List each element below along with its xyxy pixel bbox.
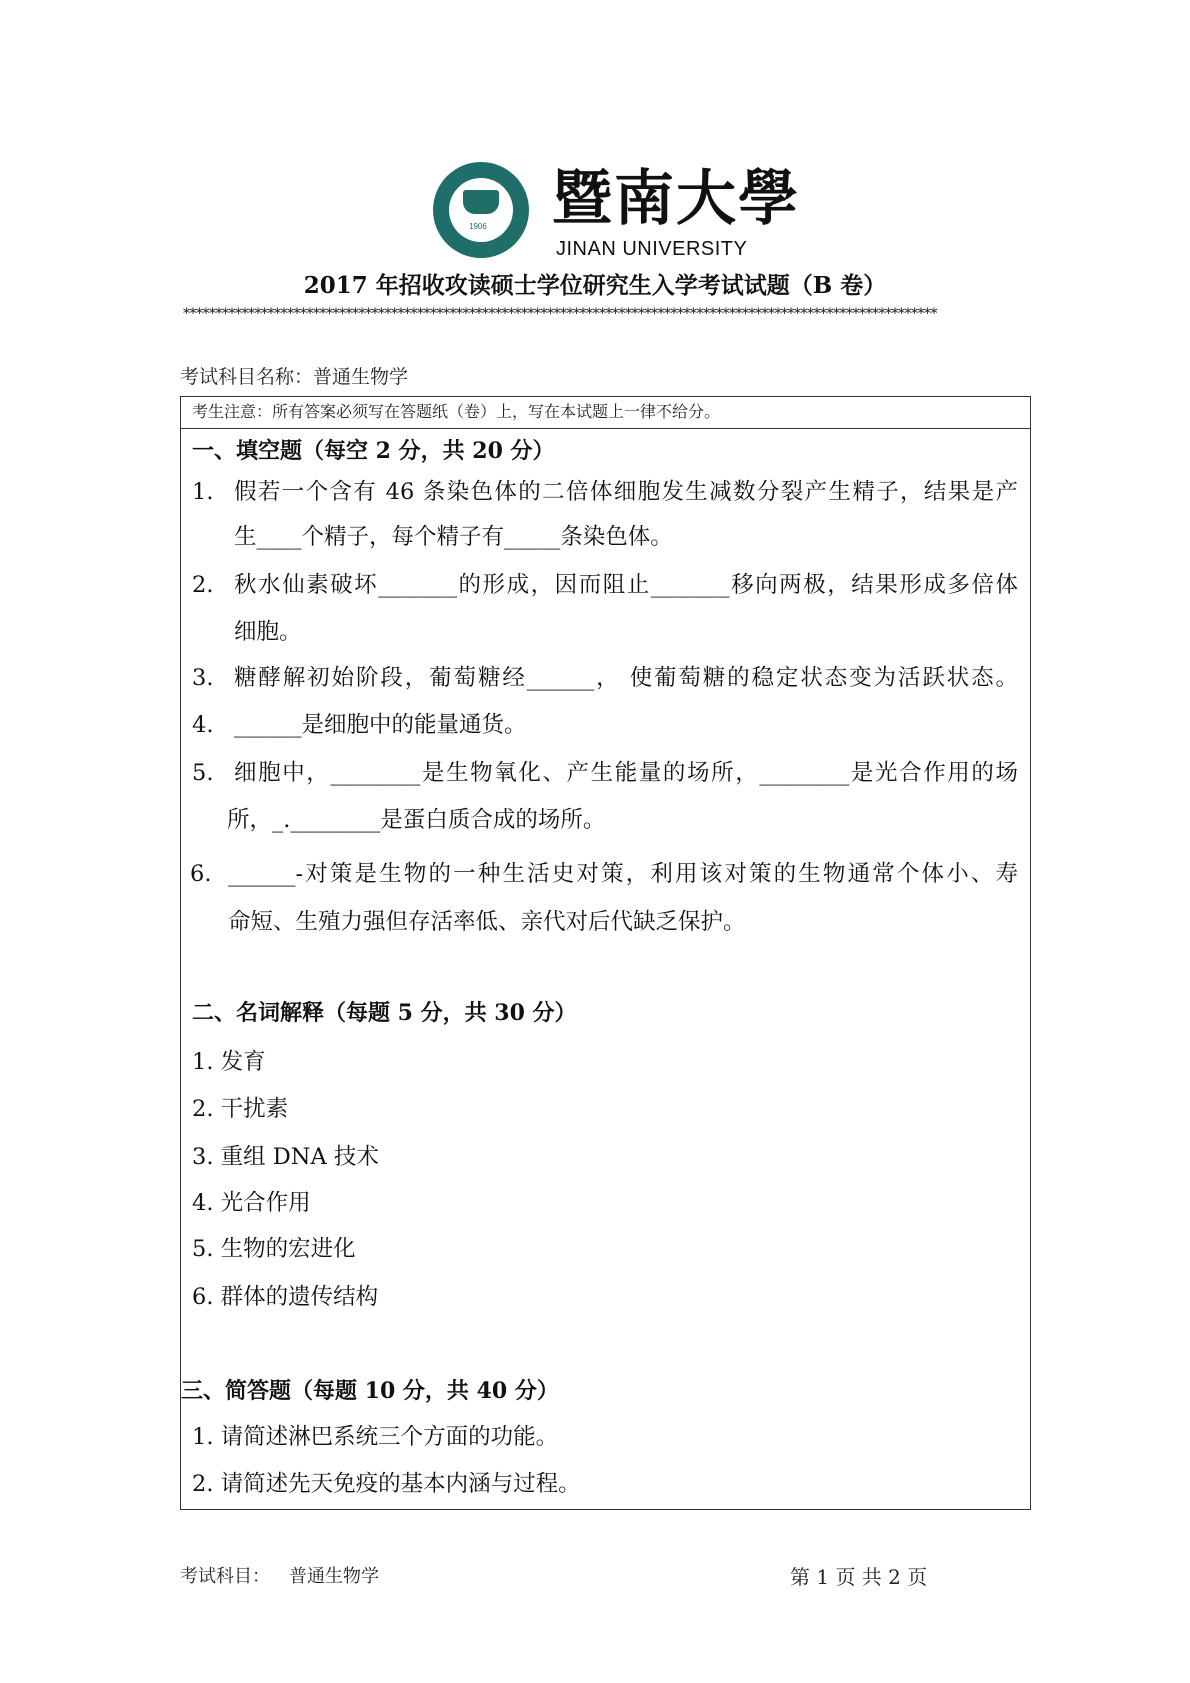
term-item: 3. 重组 DNA 技术 [192, 1144, 379, 1170]
q2-number: 2. [192, 572, 214, 598]
notice: 考生注意：所有答案必须写在答题纸（卷）上，写在本试题上一律不给分。 [192, 402, 721, 421]
q3-line1: 糖酵解初始阶段，葡萄糖经______， 使葡萄糖的稳定状态变为活跃状态。 [234, 665, 1018, 691]
short-answer-item: 2. 请简述先天免疫的基本内涵与过程。 [192, 1471, 581, 1497]
q1-line1: 假若一个含有 46 条染色体的二倍体细胞发生减数分裂产生精子，结果是产 [234, 479, 1018, 505]
q2-line2: 细胞。 [234, 619, 302, 645]
q1-number: 1. [192, 479, 214, 505]
university-seal-logo [433, 162, 529, 258]
footer-subject-label: 考试科目： [180, 1566, 270, 1587]
section3-title: 三、简答题（每题 10 分，共 40 分） [181, 1378, 559, 1404]
question-box [180, 396, 1031, 1510]
star-divider: ******************************************************************************************************************** [183, 306, 937, 322]
q2-line1: 秋水仙素破坏_______的形成，因而阻止_______移向两极，结果形成多倍体 [234, 572, 1018, 598]
university-name-en: JINAN UNIVERSITY [556, 238, 748, 260]
q4-line1: ______是细胞中的能量通货。 [234, 712, 527, 738]
section2-title: 二、名词解释（每题 5 分，共 30 分） [192, 1000, 577, 1026]
term-item: 6. 群体的遗传结构 [192, 1284, 379, 1310]
q6-line2: 命短、生殖力强但存活率低、亲代对后代缺乏保护。 [228, 909, 746, 935]
subject-line: 考试科目名称：普通生物学 [180, 366, 409, 388]
exam-title: 2017 年招收攻读硕士学位研究生入学考试试题（B 卷） [303, 272, 887, 299]
university-name-cn: 暨南大學 [552, 164, 800, 234]
ship-icon [463, 190, 499, 214]
q4-number: 4. [192, 712, 214, 738]
term-item: 5. 生物的宏进化 [192, 1236, 356, 1262]
footer-subject: 普通生物学 [289, 1566, 379, 1587]
q5-number: 5. [192, 760, 214, 786]
notice-divider [181, 428, 1030, 429]
q6-number: 6. [190, 861, 212, 887]
seal-year: 1906 [469, 222, 487, 231]
term-item: 1. 发育 [192, 1049, 266, 1075]
seal-inner [449, 178, 513, 242]
section1-title: 一、填空题（每空 2 分，共 20 分） [192, 438, 555, 464]
q6-line1: ______-对策是生物的一种生活史对策，利用该对策的生物通常个体小、寿 [228, 861, 1018, 887]
page-indicator: 第 1 页 共 2 页 [790, 1565, 928, 1589]
q3-number: 3. [192, 665, 214, 691]
term-item: 4. 光合作用 [192, 1190, 311, 1216]
short-answer-item: 1. 请简述淋巴系统三个方面的功能。 [192, 1424, 559, 1450]
q1-line2: 生____个精子，每个精子有_____条染色体。 [234, 524, 673, 550]
q5-line2: 所，_.________是蛋白质合成的场所。 [227, 807, 606, 833]
term-item: 2. 干扰素 [192, 1096, 289, 1122]
q5-line1: 细胞中，________是生物氧化、产生能量的场所，________是光合作用的场 [234, 760, 1018, 786]
